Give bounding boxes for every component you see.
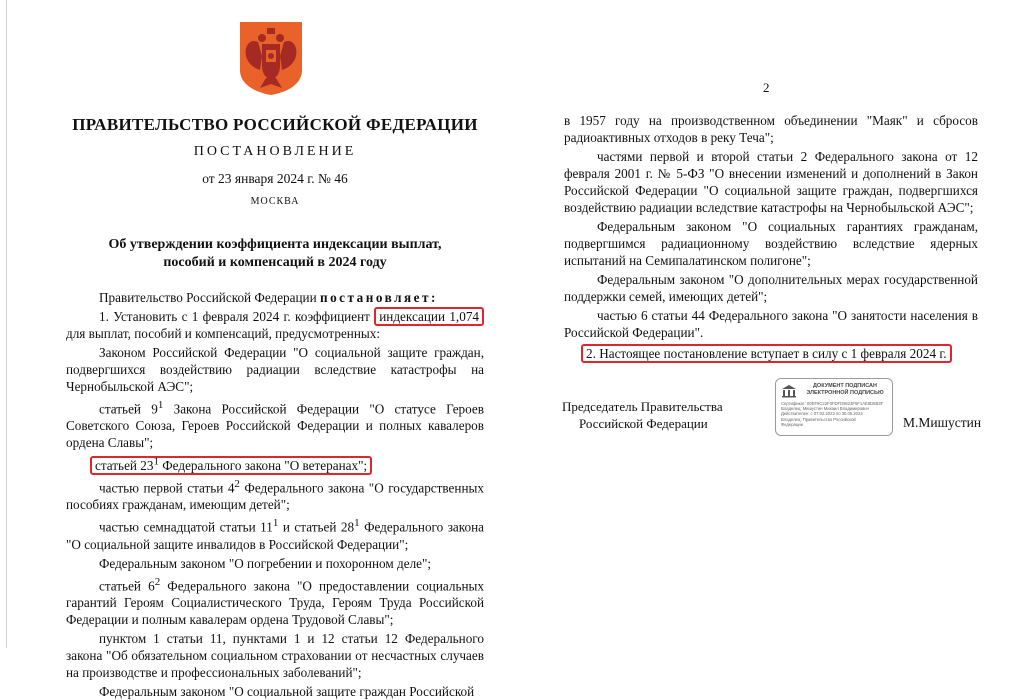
left-page-body bbox=[66, 289, 484, 700]
law-semipalatinsk: Федеральным законом "О социальных гарантиях гражданам, подвергшимся радиационному воздействию вследствие ядерных испытаний на Семипалатинском полигоне"; bbox=[564, 219, 978, 268]
russian-coat-of-arms-icon bbox=[238, 20, 304, 96]
law-labor-heroes: статьей $6^2$ Федерального закона "О предоставлении социальных гарантий Героям Социалистического Труда, Героям Труда Российской Федерации и полным кавалерам ордена Трудовой Славы"; bbox=[66, 575, 484, 627]
document-date-number: от 23 января 2024 г. № 46 bbox=[202, 171, 348, 186]
item-2 bbox=[564, 345, 978, 362]
document-type: ПОСТАНОВЛЕНИЕ bbox=[193, 144, 357, 159]
right-page-body bbox=[564, 112, 978, 362]
law-chernobyl: Законом Российской Федерации "О социальной защите граждан, подвергшихся воздействию радиации вследствие катастрофы на Чернобыльской АЭС"; bbox=[66, 345, 484, 394]
building-icon bbox=[781, 384, 797, 398]
preamble: Правительство Российской Федерации постановляет: bbox=[99, 290, 438, 305]
law-heroes-status: статьей $9^1$ Закона Российской Федерации "О статусе Героев Советского Союза, Героев Российской Федерации и полных кавалеров ордена Славы"; bbox=[66, 399, 484, 451]
law-family-support: Федеральным законом "О дополнительных мерах государственной поддержки семей, имеющих детей"; bbox=[564, 272, 978, 304]
stamp-title: ДОКУМЕНТ ПОДПИСАН ЭЛЕКТРОННОЙ ПОДПИСЬЮ bbox=[806, 383, 884, 396]
signer-title: Председатель Правительства Российской Федерации bbox=[562, 399, 723, 431]
law-mayak: в 1957 году на производственном объединении "Маяк" и сбросов радиоактивных отходов в реку Теча"; bbox=[564, 113, 978, 145]
law-veterans bbox=[66, 453, 484, 473]
law-cut-off: Федеральным законом "О социальной защите граждан Российской bbox=[99, 683, 475, 699]
veterans-law-highlight: статьей $23^1$ Федерального закона "О ветеранах"; bbox=[90, 456, 372, 475]
document-title-line-1: Об утверждении коэффициента индексации выплат, bbox=[108, 237, 442, 252]
law-disabled: частью семнадцатой статьи $11^1$ и статьей $28^1$ Федерального закона "О социальной защите инвалидов в Российской Федерации"; bbox=[66, 517, 484, 552]
resolves-word: постановляет: bbox=[319, 290, 438, 305]
indexation-coefficient-highlight: индексации 1,074 bbox=[374, 307, 484, 326]
document-city: МОСКВА bbox=[250, 196, 300, 207]
law-social-insurance: пунктом 1 статьи 11, пунктами 1 и 12 статьи 12 Федерального закона "Об обязательном социальном страховании от несчастных случаев на производстве и профессиональных заболеваний"; bbox=[66, 630, 484, 680]
authority-name: ПРАВИТЕЛЬСТВО РОССИЙСКОЙ ФЕДЕРАЦИИ bbox=[72, 115, 478, 134]
page-number: 2 bbox=[763, 80, 770, 95]
electronic-signature-stamp bbox=[775, 378, 893, 436]
law-5fz: частями первой и второй статьи 2 Федерального закона от 12 февраля 2001 г. № 5-ФЗ "О внесении изменений и дополнений в Закон Российской Федерации "О социальной защите граждан, подвергшихся воздействию радиации вследствие катастрофы на Чернобыльской АЭС"; bbox=[564, 149, 978, 215]
page-edge bbox=[6, 0, 7, 648]
law-burial: Федеральным законом "О погребении и похоронном деле"; bbox=[99, 555, 432, 571]
effective-date-highlight: 2. Настоящее постановление вступает в силу с 1 февраля 2024 г. bbox=[581, 344, 952, 363]
document-title-line-2: пособий и компенсаций в 2024 году bbox=[163, 255, 387, 270]
signer-name: М.Мишустин bbox=[903, 415, 982, 430]
item-1: 1. Установить с 1 февраля 2024 г. коэффициент индексации 1,074 для выплат, пособий и компенсаций, предусмотренных: bbox=[66, 308, 484, 342]
document-title bbox=[80, 236, 470, 272]
law-employment: частью 6 статьи 44 Федерального закона "О занятости населения в Российской Федерации". bbox=[564, 308, 978, 340]
stamp-details: Сертификат: 00EF9C22F0FDFD9823F5F1AE8D6B3F Владелец: Мишустин Михаил Владимирович Действителен: с 07.02.2023 по 30.05.2024 Владелец: Правительство Российской Федерации bbox=[781, 401, 884, 427]
law-child-benefits: частью первой статьи $4^2$ Федерального закона "О государственных пособиях гражданам, имеющим детей"; bbox=[66, 477, 484, 513]
